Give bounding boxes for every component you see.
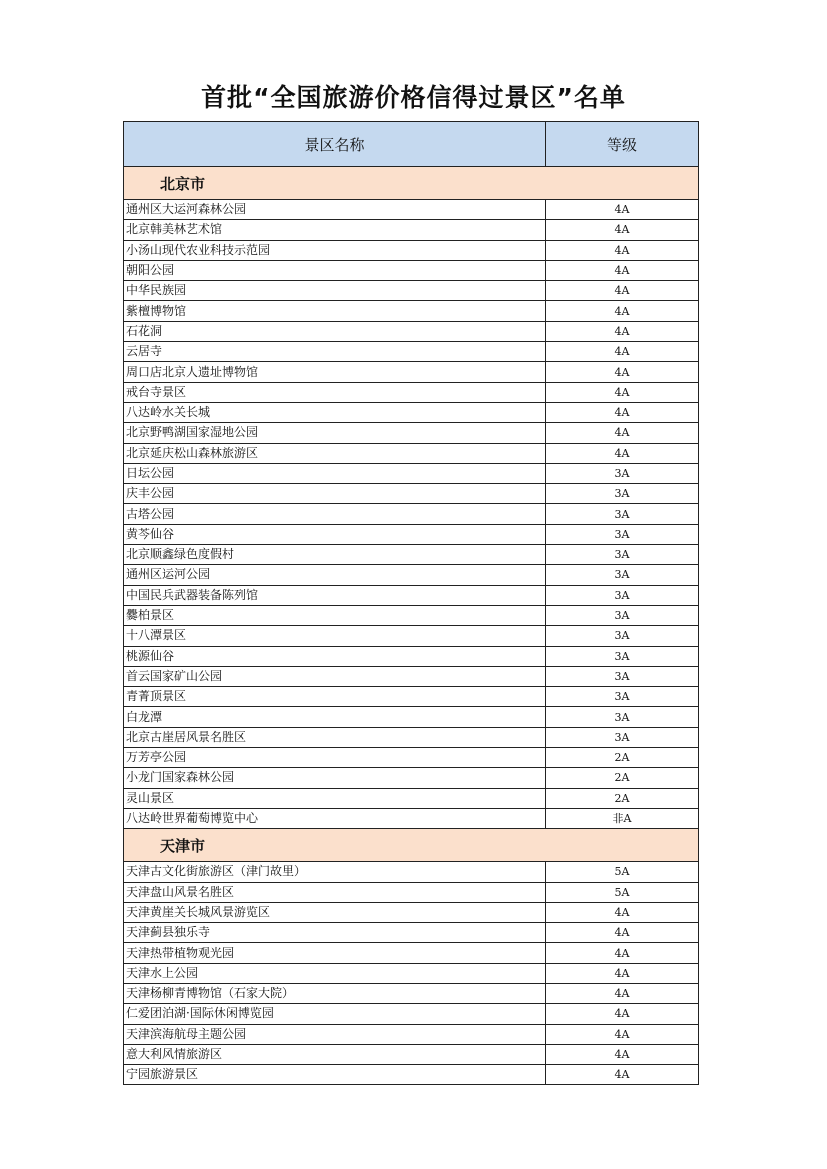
table-row	[124, 1044, 699, 1064]
scenic-area-name: 意大利风情旅游区	[124, 1044, 546, 1064]
table-row	[124, 484, 699, 504]
table-row	[124, 200, 699, 220]
scenic-area-grade: 4A	[546, 1065, 699, 1085]
scenic-area-grade: 4A	[546, 443, 699, 463]
table-row	[124, 727, 699, 747]
scenic-area-grade: 3A	[546, 524, 699, 544]
scenic-area-name: 黄芩仙谷	[124, 524, 546, 544]
table-row	[124, 963, 699, 983]
scenic-area-grade: 4A	[546, 342, 699, 362]
scenic-area-table	[123, 121, 699, 1085]
scenic-area-grade: 4A	[546, 963, 699, 983]
scenic-area-grade: 3A	[546, 463, 699, 483]
scenic-area-name: 天津热带植物观光园	[124, 943, 546, 963]
column-header-grade: 等级	[546, 122, 699, 167]
scenic-area-grade: 5A	[546, 882, 699, 902]
table-row	[124, 923, 699, 943]
table-row	[124, 605, 699, 625]
table-row	[124, 788, 699, 808]
scenic-area-name: 古塔公园	[124, 504, 546, 524]
table-row	[124, 862, 699, 882]
table-row	[124, 301, 699, 321]
table-row	[124, 362, 699, 382]
scenic-area-name: 天津杨柳青博物馆（石家大院）	[124, 983, 546, 1003]
scenic-area-name: 宁园旅游景区	[124, 1065, 546, 1085]
scenic-area-name: 天津黄崖关长城风景游览区	[124, 902, 546, 922]
table-row	[124, 1004, 699, 1024]
scenic-area-name: 首云国家矿山公园	[124, 666, 546, 686]
table-row	[124, 565, 699, 585]
table-row	[124, 882, 699, 902]
scenic-area-grade: 2A	[546, 748, 699, 768]
scenic-area-grade: 5A	[546, 862, 699, 882]
scenic-area-name: 北京延庆松山森林旅游区	[124, 443, 546, 463]
scenic-area-name: 桃源仙谷	[124, 646, 546, 666]
table-row	[124, 1024, 699, 1044]
scenic-area-name: 八达岭世界葡萄博览中心	[124, 808, 546, 828]
scenic-area-grade: 3A	[546, 484, 699, 504]
scenic-area-grade: 2A	[546, 788, 699, 808]
scenic-area-name: 天津盘山风景名胜区	[124, 882, 546, 902]
scenic-area-name: 庆丰公园	[124, 484, 546, 504]
scenic-area-name: 灵山景区	[124, 788, 546, 808]
scenic-area-name: 白龙潭	[124, 707, 546, 727]
scenic-area-name: 中国民兵武器装备陈列馆	[124, 585, 546, 605]
scenic-area-grade: 3A	[546, 707, 699, 727]
scenic-area-name: 十八潭景区	[124, 626, 546, 646]
scenic-area-name: 中华民族园	[124, 281, 546, 301]
scenic-area-grade: 4A	[546, 402, 699, 422]
region-row-tianjin	[124, 829, 699, 862]
scenic-area-grade: 3A	[546, 666, 699, 686]
table-row	[124, 342, 699, 362]
scenic-area-name: 八达岭水关长城	[124, 402, 546, 422]
column-header-name: 景区名称	[124, 122, 546, 167]
scenic-area-name: 朝阳公园	[124, 260, 546, 280]
table-row	[124, 943, 699, 963]
scenic-area-name: 通州区运河公园	[124, 565, 546, 585]
scenic-area-name: 小龙门国家森林公园	[124, 768, 546, 788]
page-title: 首批“全国旅游价格信得过景区”名单	[201, 83, 626, 112]
scenic-area-grade: 非A	[546, 808, 699, 828]
scenic-area-name: 北京野鸭湖国家湿地公园	[124, 423, 546, 443]
scenic-area-grade: 4A	[546, 1044, 699, 1064]
table-row	[124, 585, 699, 605]
scenic-area-name: 小汤山现代农业科技示范园	[124, 240, 546, 260]
scenic-area-name: 天津滨海航母主题公园	[124, 1024, 546, 1044]
table-row	[124, 748, 699, 768]
scenic-area-name: 周口店北京人遗址博物馆	[124, 362, 546, 382]
scenic-area-grade: 3A	[546, 545, 699, 565]
scenic-area-name: 石花洞	[124, 321, 546, 341]
table-row	[124, 240, 699, 260]
table-row	[124, 808, 699, 828]
scenic-area-grade: 4A	[546, 220, 699, 240]
table-row	[124, 443, 699, 463]
scenic-area-grade: 4A	[546, 200, 699, 220]
scenic-area-grade: 4A	[546, 362, 699, 382]
scenic-area-grade: 4A	[546, 260, 699, 280]
scenic-area-name: 通州区大运河森林公园	[124, 200, 546, 220]
table-row	[124, 524, 699, 544]
scenic-area-grade: 4A	[546, 983, 699, 1003]
table-row	[124, 504, 699, 524]
scenic-area-name: 北京古崖居风景名胜区	[124, 727, 546, 747]
table-row	[124, 463, 699, 483]
table-row	[124, 902, 699, 922]
scenic-area-grade: 3A	[546, 727, 699, 747]
scenic-area-name: 青菁顶景区	[124, 687, 546, 707]
scenic-area-grade: 4A	[546, 902, 699, 922]
table-row	[124, 1065, 699, 1085]
scenic-area-grade: 4A	[546, 281, 699, 301]
table-row	[124, 321, 699, 341]
scenic-area-grade: 4A	[546, 382, 699, 402]
scenic-area-grade: 3A	[546, 585, 699, 605]
table-header-row	[124, 122, 699, 167]
scenic-area-grade: 3A	[546, 687, 699, 707]
table-row	[124, 707, 699, 727]
table-row	[124, 220, 699, 240]
scenic-area-grade: 2A	[546, 768, 699, 788]
scenic-area-grade: 4A	[546, 321, 699, 341]
table-row	[124, 768, 699, 788]
table-row	[124, 260, 699, 280]
scenic-area-grade: 3A	[546, 565, 699, 585]
scenic-area-name: 云居寺	[124, 342, 546, 362]
region-label: 北京市	[124, 167, 699, 200]
scenic-area-name: 北京韩美林艺术馆	[124, 220, 546, 240]
table-row	[124, 281, 699, 301]
scenic-area-grade: 3A	[546, 605, 699, 625]
scenic-area-name: 戒台寺景区	[124, 382, 546, 402]
table-row	[124, 545, 699, 565]
table-row	[124, 402, 699, 422]
scenic-area-name: 天津水上公园	[124, 963, 546, 983]
scenic-area-grade: 4A	[546, 240, 699, 260]
table-row	[124, 983, 699, 1003]
scenic-area-name: 北京顺鑫绿色度假村	[124, 545, 546, 565]
scenic-area-name: 天津蓟县独乐寺	[124, 923, 546, 943]
table-row	[124, 382, 699, 402]
table-row	[124, 646, 699, 666]
scenic-area-grade: 4A	[546, 301, 699, 321]
scenic-area-name: 万芳亭公园	[124, 748, 546, 768]
scenic-area-grade: 4A	[546, 1024, 699, 1044]
table-row	[124, 666, 699, 686]
scenic-area-grade: 4A	[546, 943, 699, 963]
table-row	[124, 423, 699, 443]
scenic-area-grade: 4A	[546, 1004, 699, 1024]
table-row	[124, 626, 699, 646]
region-label: 天津市	[124, 829, 699, 862]
scenic-area-grade: 3A	[546, 626, 699, 646]
scenic-area-name: 紫檀博物馆	[124, 301, 546, 321]
scenic-area-name: 爨柏景区	[124, 605, 546, 625]
scenic-area-grade: 3A	[546, 646, 699, 666]
region-row-beijing	[124, 167, 699, 200]
scenic-area-grade: 3A	[546, 504, 699, 524]
table-row	[124, 687, 699, 707]
scenic-area-name: 日坛公园	[124, 463, 546, 483]
scenic-area-name: 仁爱团泊湖·国际休闲博览园	[124, 1004, 546, 1024]
scenic-area-name: 天津古文化街旅游区（津门故里）	[124, 862, 546, 882]
scenic-area-grade: 4A	[546, 423, 699, 443]
scenic-area-grade: 4A	[546, 923, 699, 943]
